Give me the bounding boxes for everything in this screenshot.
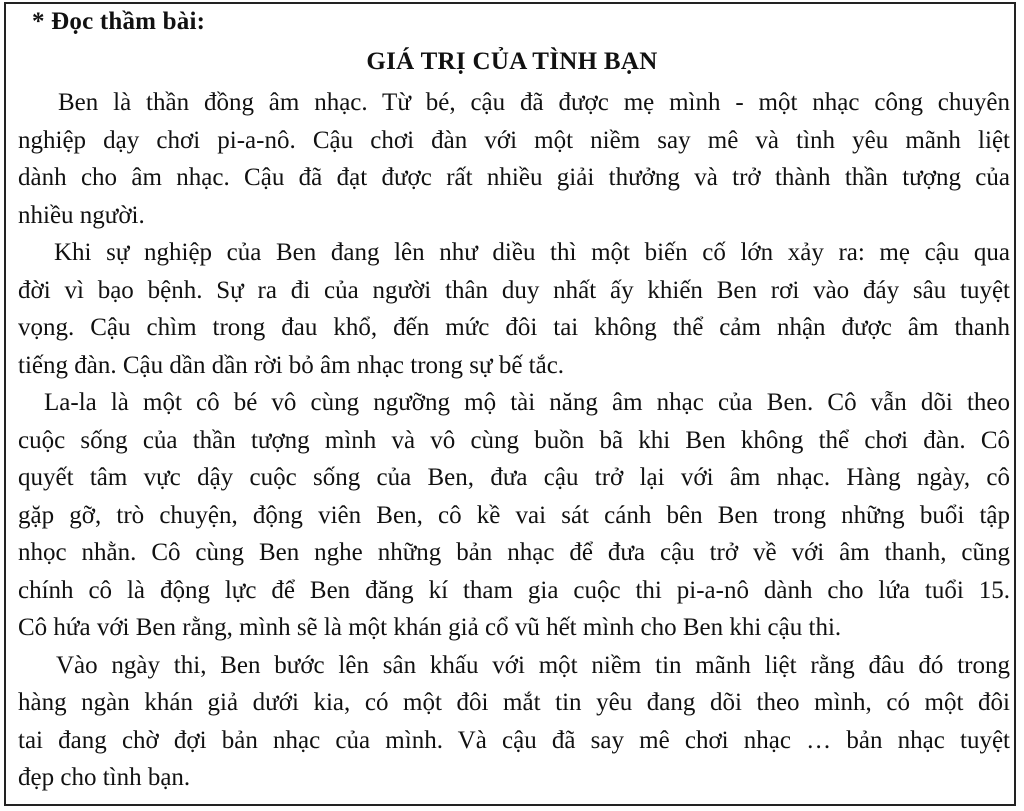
text-line: cuộc sống của thần tượng mình và vô cùng buồn bã khi Ben không thể chơi đàn. Cô <box>18 426 1010 454</box>
text-line: Khi sự nghiệp của Ben đang lên như diều thì một biến cố lớn xảy ra: mẹ cậu qua <box>54 239 1010 266</box>
text-line: Ben là thần đồng âm nhạc. Từ bé, cậu đã được mẹ mình - một nhạc công chuyên <box>58 89 1010 116</box>
passage-body-wrapper <box>18 0 1010 811</box>
paragraph <box>18 647 1010 797</box>
text-line: vọng. Cậu chìm trong đau khổ, đến mức đôi tai không thể cảm nhận được âm thanh <box>18 314 1010 341</box>
text-line: đời vì bạo bệnh. Sự ra đi của người thân duy nhất ấy khiến Ben rơi vào đáy sâu tuyệt <box>18 276 1010 304</box>
reading-instruction: * Đọc thầm bài: <box>32 8 206 35</box>
text-line: nhọc nhằn. Cô cùng Ben nghe những bản nhạc để đưa cậu trở về với âm thanh, cũng <box>18 539 1010 566</box>
text-line: tai đang chờ đợi bản nhạc của mình. Và cậu đã say mê chơi nhạc … bản nhạc tuyệt <box>18 726 1010 754</box>
text-line: Vào ngày thi, Ben bước lên sân khấu với một niềm tin mãnh liệt rằng đâu đó trong <box>56 651 1010 679</box>
text-line: nghiệp dạy chơi pi-a-nô. Cậu chơi đàn với một niềm say mê và tình yêu mãnh liệt <box>18 126 1010 154</box>
text-line: Cô hứa với Ben rằng, mình sẽ là một khán giả cổ vũ hết mình cho Ben khi cậu thi. <box>18 614 842 641</box>
text-line: dành cho âm nhạc. Cậu đã đạt được rất nhiều giải thưởng và trở thành thần tượng của <box>18 164 1010 191</box>
text-line: tiếng đàn. Cậu dần dần rời bỏ âm nhạc trong sự bế tắc. <box>18 351 565 379</box>
text-line: nhiều người. <box>18 201 145 229</box>
paragraph <box>18 84 1010 234</box>
text-line: gặp gỡ, trò chuyện, động viên Ben, cô kề vai sát cánh bên Ben trong những buổi tập <box>18 501 1010 529</box>
text-line: quyết tâm vực dậy cuộc sống của Ben, đưa cậu trở lại với âm nhạc. Hàng ngày, cô <box>18 464 1010 491</box>
paragraph <box>18 384 1010 647</box>
passage-body <box>18 84 1010 797</box>
text-line: chính cô là động lực để Ben đăng kí tham gia cuộc thi pi-a-nô dành cho lứa tuổi 15. <box>18 576 1010 604</box>
text-line: hàng ngàn khán giả dưới kia, có một đôi mắt tin yêu đang dõi theo mình, có một đôi <box>18 689 1010 716</box>
paragraph <box>18 234 1010 384</box>
text-line: đẹp cho tình bạn. <box>18 764 191 791</box>
text-line: La-la là một cô bé vô cùng ngưỡng mộ tài năng âm nhạc của Ben. Cô vẫn dõi theo <box>44 389 1010 416</box>
passage-title: GIÁ TRỊ CỦA TÌNH BẠN <box>366 48 658 75</box>
